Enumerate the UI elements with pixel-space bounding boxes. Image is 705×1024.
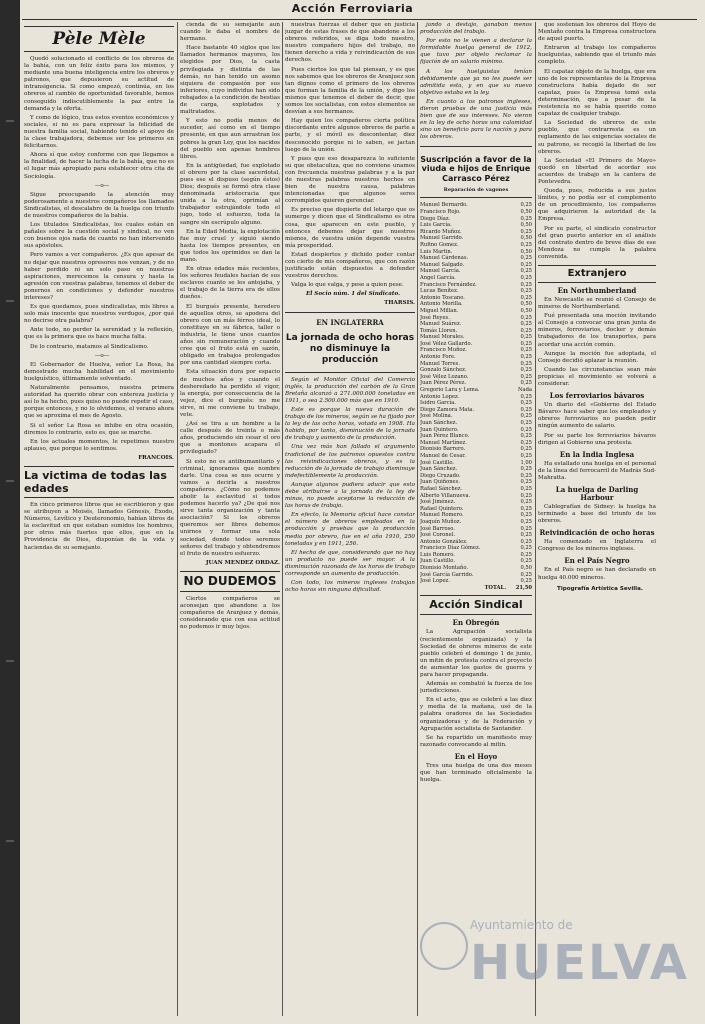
paragraph: Esta situación dura por espacio de muchos años y cuando el desheredado ha perdido el vigor, la energía, por consecuencia de la vejez, dice el burgués: no me sirve, ni me conviene tu trabajo, vete.	[180, 369, 280, 418]
subscriber-name: Juan Quiñones.	[420, 479, 460, 486]
subscriber-name: Juan Sánchez.	[420, 420, 458, 426]
section-subtitle: En el País Negro	[564, 556, 630, 566]
column-1	[24, 22, 174, 1017]
subscription-row	[420, 552, 532, 559]
subscriber-amount: 0,25	[520, 294, 532, 301]
paragraph: Pero vamos a ver compañeros. ¿Es que apesar de no dejar que nuestros opresores nos venzan, y de no haber perdido ni un solo paso en nuestras aspiraciones, merecemos la censura y hasta la agresión con vuestras palabras, tenemos el deber de ponernos en condiciones y defender nuestros intereses?	[24, 252, 174, 301]
subscription-row	[420, 268, 532, 275]
paragraph: Si esto no es antihumanitario y criminal, ignoramos que nombre darle. Una cosa se nos ocurre y vamos a decirla a nuestros compañeros. ¿Cómo no podemos abolir la esclavitud si todos podemos hacerlo ya? ¿De qué nos sirve tanta organización y tanta asociación? Si los obreros queremos ser libres debemos unirnos y formar una sola sociedad, donde todos seremos señores del trabajo y obtendremos el fruto de nuestro esfuerzo.	[180, 458, 280, 557]
watermark-huelva: HUELVA	[470, 935, 689, 991]
paragraph: Por esto no le vienen a declarar la formidable huelga general de 1912, que tuvo por objeto reclamar la fijación de un salario mínimo.	[420, 38, 532, 66]
paragraph: Es preciso que dispierte del letargo que os sumerge y dicen que el Sindicalismo es otra cosa, que aparecen en este pueblo, y entonces debemos dejar que nuestros mismos, de vuestra unión depende vuestra mía prosperidad.	[285, 207, 415, 249]
subscriber-amount: 0,25	[520, 380, 532, 387]
subscription-row	[420, 486, 532, 493]
paragraph: Tres una huelga de una dos meses que han terminado oficialmente la huelga.	[420, 762, 532, 784]
paragraph: Por su parte los ferroviarios bávaros dirigen al Gobierno una protesta.	[538, 432, 656, 446]
paragraph: La Sociedad «El Primero de Mayo» quedó en libertad de acordar sus acuerdos de trabajo en la cantera de Pontevedra.	[538, 157, 656, 185]
subscriber-amount: 0,25	[520, 314, 532, 321]
subscriber-amount: 0,25	[520, 241, 532, 248]
subscription-row	[420, 440, 532, 447]
paragraph: Ante todo, no perder la serenidad y la reflexión, que es la primera que os hace mucha falta.	[24, 327, 174, 341]
subscriber-amount: 0,25	[520, 327, 532, 334]
subscriber-name: José Jiménez.	[420, 499, 456, 506]
subscriber-amount: 0,25	[520, 288, 532, 295]
subscriber-name: Lucas Benítez.	[420, 288, 459, 295]
paragraph: que sostenían los obreros del Hoyo de Mentaño contra la Empresa constructora de aquel puerto.	[538, 22, 656, 43]
subscriber-amount: 0,25	[520, 400, 532, 407]
masthead-rule	[22, 19, 697, 20]
section-subtitle: Reivindicación de ocho horas	[539, 528, 655, 538]
subscriber-name: Alberto Villanueva.	[420, 492, 471, 499]
paragraph: cienda de su semejante aun cuando le daba el nombre de hermano.	[180, 22, 280, 43]
subscriber-amount: 0,25	[520, 452, 532, 459]
subscriber-name: Francisco Fernández.	[420, 281, 477, 288]
subscriber-amount: 0,25	[520, 367, 532, 374]
subscriber-name: Luis Martin.	[420, 248, 453, 255]
column-divider	[177, 22, 178, 1016]
paragraph: Se ha repartido un manifiesto muy razonado convocando al mitin.	[420, 734, 532, 748]
column-divider	[282, 22, 283, 1016]
subscriber-amount: 0,25	[520, 420, 532, 426]
subscription-row	[420, 321, 532, 328]
subscriber-amount: 0,25	[520, 347, 532, 354]
subscription-row	[420, 347, 532, 354]
paragraph: El capataz objeto de la huelga, que era uno de los representantes de la Empresa constructora había dejado de ser capataz, pues la Empresa tomó esta determinación, que a pesar de la resistencia no se había querido como capataz de cualquier trabajo.	[538, 68, 656, 118]
author-signature: THARSIS.	[384, 300, 415, 307]
subscription-row	[420, 446, 532, 453]
subscriber-amount: 0,25	[520, 261, 532, 268]
paragraph: El Gobernador de Huelva, señor La Rosa, ha demostrado mucha habilidad en el movimiento huelguístico, últimamente solventado.	[24, 361, 174, 382]
subscription-row	[420, 400, 532, 407]
separator: —o—	[94, 352, 110, 359]
paragraph: La Sociedad de obreros de este pueblo, que contrarresta es un reglamento de las exigencias sociales de su patrono, se recogió la libertad de los obreros.	[538, 120, 656, 155]
subscriber-name: Ricardo Muñoz.	[420, 228, 462, 235]
subscriber-name: Gonzalo Sánchez.	[420, 367, 467, 374]
section-subtitle: En el Hoyo	[454, 751, 498, 761]
subscriber-name: José Barroso.	[420, 525, 455, 532]
subscriber-amount: 0,25	[520, 505, 532, 512]
subscriber-amount: 0,25	[520, 446, 532, 453]
subscriber-amount: 0,25	[520, 538, 532, 545]
subscriber-amount: 0,25	[520, 426, 532, 433]
subscription-row	[420, 354, 532, 361]
paragraph: En el acto, que se celebró a las diez y media de la mañana, usó de la palabra oradores de las Sociedades organizadoras y de la Federación y Agrupación socialista de Santander.	[420, 697, 532, 732]
paragraph: En cinco primeros libros que se escribieron y que se atribuyen a Moisés, llamados Génesis, Éxodo, Números, Levítico y Deuteronomio, habían libros de la esclavitud en que estaban sumidos los hombres, por otros más fuertes que ellos, que en la Providencia de Dios, disponían de la vida y haciendas de su semejante.	[24, 501, 174, 551]
printer-footer: Tipografía Artística Sevilla.	[557, 585, 643, 592]
subscriber-amount: 0,25	[520, 518, 532, 525]
subscription-title: Suscripción a favor de la viuda e hijos de Enrique Carrasco Pérez	[420, 154, 532, 183]
subscriber-name: Miguel Millan.	[420, 307, 459, 314]
paragraph: Aunque la moción fue adoptada, el Consejo decidió aplazar la reunión.	[538, 350, 656, 364]
subscription-total-row	[420, 585, 532, 592]
paragraph: En efecto, la Memoria oficial hace constar el número de obreros empleados en la producción y pruebas que la producción media por obrero, fue en el año 1910, 250 toneladas y en 1911, 256.	[285, 512, 415, 547]
section-subtitle: La huelga de Darling Harbour	[555, 484, 639, 502]
paragraph: Valga lo que valga, y pese a quien pese.	[291, 282, 404, 289]
subscription-row	[420, 578, 532, 585]
article-title-pele-mele: Pèle Mèle	[24, 26, 174, 52]
subscriber-amount: 0,25	[520, 393, 532, 400]
paragraph: Fué presentada una moción invitando al Consejo a convocar una gran junta de mineros, ferroviarios, docker y demás trabajadores de los transportes, para acordar una acción común.	[538, 313, 656, 348]
paragraph: Aunque algunos pudiera aducir que esto debe atribuirse a la jornada de la ley de minas, no puede aceptarse la reducción de las horas de trabajo.	[285, 481, 415, 510]
paragraph: Además se combatió la fuerza de los jurisdicciones.	[420, 681, 532, 695]
author-signature: FRANCOIS.	[138, 454, 174, 461]
column-4	[420, 22, 532, 1017]
paragraph: En el País negro se han declarado en huelga 40.000 mineros.	[538, 567, 656, 581]
subscriber-name: Luis García.	[420, 222, 452, 229]
subscriber-name: Antonio Fore.	[420, 354, 456, 361]
subscription-list	[420, 202, 532, 591]
subscriber-amount: 0,25	[520, 472, 532, 479]
section-subtitle: Los ferroviarios bávaros	[549, 391, 645, 401]
section-title-accion-sindical: Acción Sindical	[420, 595, 532, 615]
paragraph: Una vez más han fallado el argumento tradicional de los patronos opuestos contra las reivindicaciones obreras, y es la reducción de la jornada de trabajo disminuye indefectiblemente la producción.	[285, 444, 415, 479]
subscriber-name: Diego Díaz.	[420, 215, 451, 222]
paragraph: En Newcastle se reunió el Consejo de mineros de Northumberland.	[538, 297, 656, 311]
subscriber-amount: 0,25	[520, 532, 532, 539]
subscriber-name: Manuel Torres.	[420, 360, 460, 367]
subscription-row	[420, 202, 532, 209]
subscriber-name: Luis Romero.	[420, 551, 455, 558]
subscriber-name: José García Garrido.	[420, 571, 474, 578]
paragraph: Sigue preocupando la atención muy poderosamente a nuestros compañeros los llamados Sindicalistas, el descalabro de la huelga con triunfo de nuestros compañeros de la bahía.	[24, 191, 174, 219]
paragraph: A los huelguistas tenían debidamente que ya no les puede ser admitida esta, y en que su nuevo objetivo estaba en la ley.	[420, 68, 532, 96]
subscription-row	[420, 275, 532, 282]
paragraph: Hay quien los compañeros cierta política discordante entre algunos obreros de parte a parte, y el móvil es descontentar, diez desconocido porque ni lo saben, se jactan luego de la unión.	[285, 118, 415, 153]
subscriber-amount: 0,25	[520, 215, 532, 222]
subscription-row	[420, 453, 532, 460]
section-subtitle: En Obregón	[452, 618, 500, 628]
subscription-row	[420, 328, 532, 335]
paragraph: Ciertos compañeros se aconsejan que abandone a los compañeros de Aranjuez y demás, considerando que con esa actitud no podemos ir muy lejos.	[180, 595, 280, 631]
subscription-row	[420, 499, 532, 506]
subscriber-name: Rafael Sánchez.	[420, 485, 463, 492]
paragraph: El hecho de que, considerando que no hay un producto no puede ser mayor. A la disminución razonada de las horas de trabajo corresponde un aumento de producción.	[285, 549, 415, 577]
paragraph: En cuanto a los patronos ingleses, dieron pruebas de una justicia más bien que de sus intereses. No vieron en la ley de ocho horas una calamidad sino un beneficio para la nación y para los obreros.	[420, 98, 532, 141]
subscriber-amount: 0,25	[520, 545, 532, 552]
subscription-row	[420, 545, 532, 552]
subscription-row	[420, 532, 532, 539]
subscriber-name: Juan Quintero.	[420, 426, 459, 433]
subscriber-name: Manuel Morales.	[420, 334, 465, 341]
paragraph: Ha estallado una huelga en el personal de la línea del ferrocarril de Madrás Sud-Mahratta.	[538, 460, 656, 481]
section-subtitle: En la India Inglesa	[559, 449, 635, 459]
paragraph: En otras edades más recientes, los señores feudales hacían de sus esclavos cuanto se les antojaba, y el trabajo de la tierra era de ellos dueños.	[180, 266, 280, 301]
subscriber-name: Antonio González.	[420, 538, 468, 545]
subscriber-amount: 0,50	[520, 301, 532, 308]
paragraph: Y pues que eso desaparezca lo suficiente su que obstaculiza, que no conviene unamos con frecuencia nuestras palabras y a la par de nuestras palabras nuestros hechos en bien de nuestra causa, palabras intencionadas que algunos seres corrompidos quieren gerenciar.	[285, 155, 415, 205]
paragraph: Y esto no podía menos de suceder, así como en el tiempo presente, en que aun arrastran los pobres la gran Ley, que los nacidos del pueblo son apenas hombres libres.	[180, 118, 280, 160]
subscriber-name: Manuel García.	[420, 268, 461, 275]
subscription-header	[420, 146, 532, 199]
paragraph: nuestras fuerzas el deber que en justicia juzgar de estas frases de que abandone a los obreros referidos, se diga todo nuestro, nuestro compañero hijos del trabajo, no tienen derecho a vida y reivindicación de sus derechos.	[285, 22, 415, 64]
subscriber-name: Antonio Morilla.	[420, 301, 463, 308]
watermark-subtitle: Ayuntamiento de	[470, 918, 573, 932]
subscriber-amount: 0,25	[520, 360, 532, 367]
subscription-row	[420, 308, 532, 315]
subscriber-name: Manuel de Cesar.	[420, 452, 466, 459]
subscriber-amount: 0,25	[520, 321, 532, 328]
paragraph: Pues ciertos los que tal piensan, y es que nos sabemos que los obreros de Aranjuez son tan dignos como el primero de los obreros que forman la familia de la unión, y digo los mismos que tenemos el deber de decir, que somos los socialistas, con estos elementos se desvían a sus hermanos.	[285, 66, 415, 116]
paragraph: Por su parte, el sindicato constructor del gran puerto anterior en el análisis del contrato dentro de breve días de ese Mendoza no cumple la palabra convenida.	[538, 225, 656, 260]
paragraph: De lo contrario, matamos al Sindicalismo.	[30, 343, 149, 350]
subscription-row	[420, 242, 532, 249]
subscription-subtitle: Reparación de vagones	[443, 187, 509, 193]
subscriber-amount: 0,50	[520, 222, 532, 229]
binding-margin	[0, 0, 20, 1024]
subscriber-amount: 0,50	[520, 235, 532, 242]
subscription-row	[420, 466, 532, 473]
subscriber-amount: 0,25	[520, 571, 532, 578]
paragraph: ¿Así se tira a un hombre a la calle después de treinta o más años, produciendo sin cesar el oro que a montones acapara el privilegiado?	[180, 421, 280, 456]
author-signature: El Socio núm. 1 del Sindicato.	[305, 291, 401, 298]
subscription-row	[420, 334, 532, 341]
paragraph: Y como de lógico, tras estos eventos económicos y sociales, si no es para expresar la felicidad de nuestra familia social, habiendo tenido el apoyo de la clase trabajadora, debemos ser los primeros en felicitarnos.	[24, 114, 174, 150]
subscription-row	[420, 229, 532, 236]
subscriber-name: Angel García.	[420, 274, 456, 281]
subscription-row	[420, 413, 532, 420]
paragraph: Con todo, los mineros ingleses trabajan ocho horas sin ninguna dificultad.	[285, 580, 415, 594]
author-signature: JUAN MENDEZ ORDAZ.	[205, 559, 280, 566]
subscriber-amount: 0,25	[520, 492, 532, 499]
subscription-row	[420, 288, 532, 295]
separator: —o—	[94, 182, 110, 189]
article-title-victima: La victima de todas las edades	[24, 466, 174, 498]
subscriber-name: Dionisio Barrero.	[420, 446, 466, 453]
subscriber-name: Francisco Muñoz.	[420, 347, 467, 354]
subscriber-amount: 0,25	[520, 274, 532, 281]
paragraph: Naturalmente pensamos, nuestra primera autoridad ha querido obrar con entereza justicia y así lo ha hecho, pues quiso no puede repetir el caso, porque entonces, y no lo olvidemos, el verano ahora que se aproxima el mes de Agosto.	[24, 385, 174, 420]
subscriber-name: Tomás Lloren.	[420, 327, 458, 334]
subscriber-amount: Nada	[517, 387, 532, 394]
subscriber-name: Antonio Toscano.	[420, 294, 465, 301]
paragraph: Según el Monitor Oficial del Comercio inglés, la producción del carbón de la Gran Bretaña alcanzó a 271.000.000 toneladas en 1911, o sea 2.500.000 más que en 1910.	[285, 376, 415, 404]
subscriber-amount: 0,50	[520, 307, 532, 314]
column-2	[180, 22, 280, 1017]
archive-seal-icon	[420, 922, 468, 970]
paragraph: Es que quedamos, pues sindicalistas, mis libres a solo más inocente que nuestros verdugos, ¿por qué no decirse otra palabra?	[24, 304, 174, 325]
paragraph: Entraron al trabajo los compañeros huelguistas, sabiendo que el triunfo más completo.	[538, 45, 656, 66]
subscriber-amount: 0,50	[520, 248, 532, 255]
subscriber-amount: 0,25	[520, 228, 532, 235]
subscriber-name: Manuel Garrido.	[420, 235, 464, 242]
subscriber-amount: 0,25	[520, 268, 532, 275]
subscription-row	[420, 479, 532, 486]
paragraph: Ha comenzado en Inglaterra el Congreso de los mineros ingleses.	[538, 539, 656, 553]
subscriber-amount: 0,25	[520, 334, 532, 341]
subscriber-name: José Vélez Gallardo.	[420, 340, 473, 347]
article-title-jornada: La jornada de ocho horas no disminuye la producción	[285, 332, 415, 365]
paragraph: En la Edad Media, la explotación fue muy cruel y siguió siendo hasta los tiempos presentes, en que todos los oprimidos se dan la mano.	[180, 228, 280, 263]
subscriber-amount: 0,25	[520, 340, 532, 347]
paragraph: El burgués presente, heredero de aquellos otros, se apodera del obrero con un más férreo ideal, lo constituye en su fábrica, taller o industria, le tiene unos cuantos años sin remuneración y cuando cree que el fruto está en sazón, obligado en trabajos prolongados por una cantidad siempre corta.	[180, 303, 280, 367]
subscription-row	[420, 301, 532, 308]
subscriber-name: Juan Castillo.	[420, 558, 455, 565]
subscriber-name: José Vélez Lozano.	[420, 373, 469, 380]
subscriber-name: Manuel Cárdenas.	[420, 255, 469, 262]
subscriber-name: José Castillo.	[420, 459, 455, 466]
subscriber-name: Rafael Quintero.	[420, 505, 464, 512]
subscriber-name: Manuel Romero.	[420, 512, 464, 519]
subscriber-name: Gregorio Lara y Lema.	[420, 387, 480, 394]
section-title-extranjero: Extranjero	[538, 265, 656, 283]
subscription-row	[420, 367, 532, 374]
subscriber-name: Joaquín Muñoz.	[420, 518, 462, 525]
column-divider	[535, 22, 536, 1016]
subscriber-name: Juan Pérez Pérez.	[420, 380, 467, 387]
subscriber-name: Francisco Díaz Gómez.	[420, 545, 481, 552]
subscription-row	[420, 506, 532, 513]
subscriber-amount: 0,25	[520, 479, 532, 486]
subscription-row	[420, 519, 532, 526]
paragraph: Hace bastante 40 siglos que los llamados hermanos mayores, los elegidos por Dios, la casta privilegiada y distinta de las demás, no han tenido un asomo siquiera de compasión por sus inferiores, cuyo individuo han sido rebajados a la condición de bestias de carga, explotados y maltratados.	[180, 45, 280, 116]
paragraph: Un diario del «Gobierno del Estado Bávaro» hace saber que los empleados y obreros ferroviarios no pueden pedir ningún aumento de salario.	[538, 402, 656, 430]
total-label: TOTAL.	[484, 584, 506, 591]
subscriber-amount: 0,25	[520, 354, 532, 361]
subscriber-name: Dionisio Montaño.	[420, 565, 469, 572]
subscriber-name: Isidro García.	[420, 400, 456, 407]
subscriber-name: José Molina.	[420, 413, 453, 420]
paragraph: La Agrupación socialista (recientemente organizada) y la Sociedad de obreros mineros de este pueblo celebró el domingo 1 de junio, un mitin de protesta contra el proyecto de aumentar los gastos de guerra y para hacer propaganda.	[420, 629, 532, 678]
paragraph: Estad despiertos y dichido poder contar con cierto de mis compañeros, que con razón justificado están dispuestos a defender vuestros derechos.	[285, 251, 415, 280]
subscription-row	[420, 380, 532, 387]
subscriber-amount: 0,25	[520, 406, 532, 413]
paragraph: En la antigüedad, fue explotado el obrero por la clase sacerdotal, pues ese el dispuso (según éstos) Dios; después se formó otra clase denominada aristocracia que unida a la otra, oprimían al trabajador estrujándole todo el jugo, todo el esfuerzo, toda la sangre sin escrúpulo alguno.	[180, 162, 280, 226]
subscriber-name: Manuel Salgado.	[420, 261, 465, 268]
subscriber-amount: 0,50	[520, 209, 532, 215]
subscriber-name: Manuel Bernardo.	[420, 202, 468, 209]
subscription-row	[420, 387, 532, 394]
subscriber-name: Manuel Suárez.	[420, 321, 462, 328]
section-subtitle: En Northumberland	[557, 286, 637, 295]
paragraph: Los titulados Sindicalistas, los cuales están en pañales sobre la cuestión social y sindical, no ven con buenos ojos nada de cuanto no han intervenido sus apóstoles.	[24, 222, 174, 250]
paragraph: Cuando las circunstancias sean más propicias el movimiento se volverá a considerar.	[538, 366, 656, 388]
subscriber-name: José Reyes.	[420, 314, 450, 321]
column-divider	[417, 22, 418, 1016]
subscriber-name: José Lopez.	[420, 578, 450, 585]
subscription-row	[420, 295, 532, 302]
subscriber-name: Juan Sánchez.	[420, 466, 458, 473]
subscriber-amount: 0,25	[520, 433, 532, 440]
subscriber-amount: 0,25	[520, 485, 532, 492]
subscriber-amount: 0,25	[520, 281, 532, 288]
paragraph: En los actuales momentos, le repetimos nuestro aplauso, que porque lo sentimos.	[24, 438, 174, 452]
subscriber-amount: 0,25	[520, 255, 532, 262]
article-title-no-dudemos: NO DUDEMOS	[180, 571, 280, 592]
subscriber-name: José Coronel.	[420, 532, 455, 539]
subscriber-amount: 0,25	[520, 558, 532, 565]
paragraph: Ahora sí que estoy conforme con que llegamos a la finalidad, de hacer la lucha de la bahía, que no es el lugar más apropiado para establecer otra cita de Sociología.	[24, 152, 174, 180]
paragraph: Este es porque la nueva duración de trabajo de los mineros, según se ha fijado por la ley de las ocho horas, votada en 1908. Ha habido, por tanto, disminución de la jornada de trabajo y aumento de la producción.	[285, 406, 415, 442]
subscription-row	[420, 565, 532, 572]
paragraph: Cablegrafían de Sidney: la huelga ha terminado a base del triunfo de los obreros.	[538, 503, 656, 525]
subscription-row	[420, 255, 532, 262]
subscription-row	[420, 512, 532, 519]
subscription-row	[420, 222, 532, 229]
subscriber-name: Francisco Rojo.	[420, 209, 461, 215]
subscriber-name: Diego Cruzado.	[420, 472, 461, 479]
article-kicker: EN INGLATERRA	[316, 317, 384, 327]
subscriber-name: Diego Zamora Mata.	[420, 406, 475, 413]
subscriber-amount: 0,25	[520, 373, 532, 380]
column-3	[285, 22, 415, 1017]
paragraph: jando a destajo, ganaban menos producción del trabajo.	[420, 22, 532, 36]
subscriber-amount: 0,25	[520, 578, 532, 585]
total-value: 21,50	[515, 584, 532, 591]
paragraph: Quedó solucionado el conflicto de los obreros de la bahía, con un feliz éxito para los mismos, y mediante una buena inteligencia entre los obreros y patronos, que depusieron su actitud de intransigencia. Si como empezó, continúa, en los obreros al cambio de oportunidad favorable, hemos conseguido indiscutiblemente la paz entre la demanda y la oferta.	[24, 56, 174, 112]
subscriber-amount: 0,25	[520, 525, 532, 532]
subscriber-name: Juan Pérez Blanco.	[420, 433, 470, 440]
subscriber-name: Manuel Martínez.	[420, 439, 467, 446]
subscriber-amount: 1,00	[520, 459, 532, 466]
paragraph: Queda, pues, reducida a sus justos límites, y no podía ser el complemento de un procedimiento, los compañeros que adquirieron la autoridad de la Empresa.	[538, 188, 656, 223]
subscriber-amount: 0,25	[520, 499, 532, 506]
subscriber-amount: 0,25	[520, 466, 532, 473]
subscriber-name: Rufino Gomez.	[420, 241, 459, 248]
subscriber-amount: 0,25	[520, 512, 532, 519]
subscriber-amount: 0,25	[520, 202, 532, 209]
subscription-row	[420, 235, 532, 242]
subscriber-amount: 0,50	[520, 565, 532, 572]
subscription-row	[420, 433, 532, 440]
masthead: Acción Ferroviaria	[291, 2, 414, 15]
column-5	[538, 22, 656, 1017]
subscriber-name: Antonio Lopez.	[420, 393, 460, 400]
paragraph: Si el señor La Rosa se inhibe en otra ocasión, diremos lo contrario, esto es, que se marche.	[24, 422, 174, 436]
subscriber-amount: 0,25	[520, 551, 532, 558]
subscription-row	[420, 420, 532, 427]
subscriber-amount: 0,25	[520, 413, 532, 420]
subscription-row	[420, 209, 532, 216]
article-header-inglaterra	[285, 312, 415, 373]
subscriber-amount: 0,25	[520, 439, 532, 446]
